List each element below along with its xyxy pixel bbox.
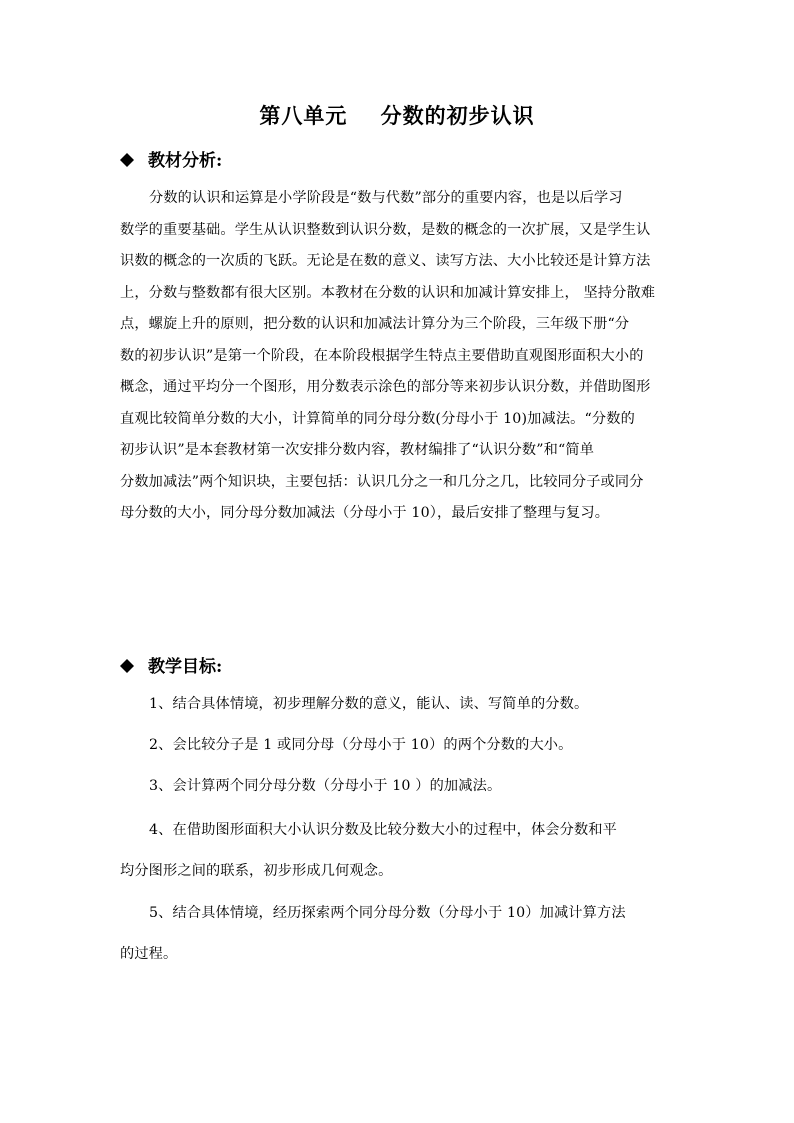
paragraph-line: 点，螺旋上升的原则，把分数的认识和加减法计算分为三个阶段，三年级下册“分 — [120, 316, 630, 332]
paragraph-line: 母分数的大小，同分母分数加减法（分母小于 10），最后安排了整理与复习。 — [120, 505, 610, 521]
section-heading-label: 教材分析: — [148, 151, 223, 171]
diamond-bullet-icon — [120, 153, 134, 167]
paragraph-line: 分数的认识和运算是小学阶段是“数与代数”部分的重要内容，也是以后学习 — [149, 190, 623, 206]
goal-text: 4、在借助图形面积大小认识分数及比较分数大小的过程中，体会分数和平 — [149, 822, 617, 838]
goal-item-3 — [120, 766, 680, 807]
paragraph-line: 概念，通过平均分一个图形，用分数表示涂色的部分等来初步认识分数，并借助图形 — [120, 379, 651, 395]
goal-text: 1、结合具体情境，初步理解分数的意义，能认、读、写简单的分数。 — [149, 696, 589, 712]
paragraph-line: 识数的概念的一次质的飞跃。无论是在数的意义、读写方法、大小比较还是计算方法 — [120, 253, 651, 269]
section-heading-label: 教学目标: — [148, 657, 223, 677]
paragraph-line: 上，分数与整数都有很大区别。本教材在分数的认识和加减计算安排上， 坚持分散难 — [120, 284, 656, 301]
goal-item-1 — [120, 684, 680, 725]
paragraph-line: 数的初步认识”是第一个阶段，在本阶段根据学生特点主要借助直观图形面积大小的 — [120, 347, 644, 364]
page-title: 第八单元 分数的初步认识 — [259, 103, 535, 128]
goal-item-2 — [120, 725, 680, 766]
goal-text: 3、会计算两个同分母分数（分母小于 10 ）的加减法。 — [149, 778, 502, 794]
paragraph-line: 数学的重要基础。学生从认识整数到认识分数，是数的概念的一次扩展，又是学生认 — [120, 221, 651, 238]
section-heading-goals — [120, 652, 222, 677]
goal-text: 的过程。 — [120, 946, 178, 962]
analysis-paragraph — [120, 183, 680, 530]
section-heading-analysis — [120, 146, 222, 171]
paragraph-line: 分数加减法”两个知识块，主要包括：认识几分之一和几分之几，比较同分子或同分 — [120, 473, 644, 490]
diamond-bullet-icon — [120, 659, 134, 673]
paragraph-line: 初步认识”是本套教材第一次安排分数内容，教材编排了“认识分数”和“简单 — [120, 442, 595, 458]
goal-item-4 — [120, 810, 680, 892]
goal-text: 5、结合具体情境，经历探索两个同分母分数（分母小于 10）加减计算方法 — [149, 905, 626, 921]
paragraph-line: 直观比较简单分数的大小，计算简单的同分母分数(分母小于 10)加减法。“分数的 — [120, 410, 635, 427]
goal-item-5 — [120, 893, 680, 975]
goal-text: 均分图形之间的联系，初步形成几何观念。 — [120, 863, 393, 879]
goal-text: 2、会比较分子是 1 或同分母（分母小于 10）的两个分数的大小。 — [149, 737, 573, 753]
